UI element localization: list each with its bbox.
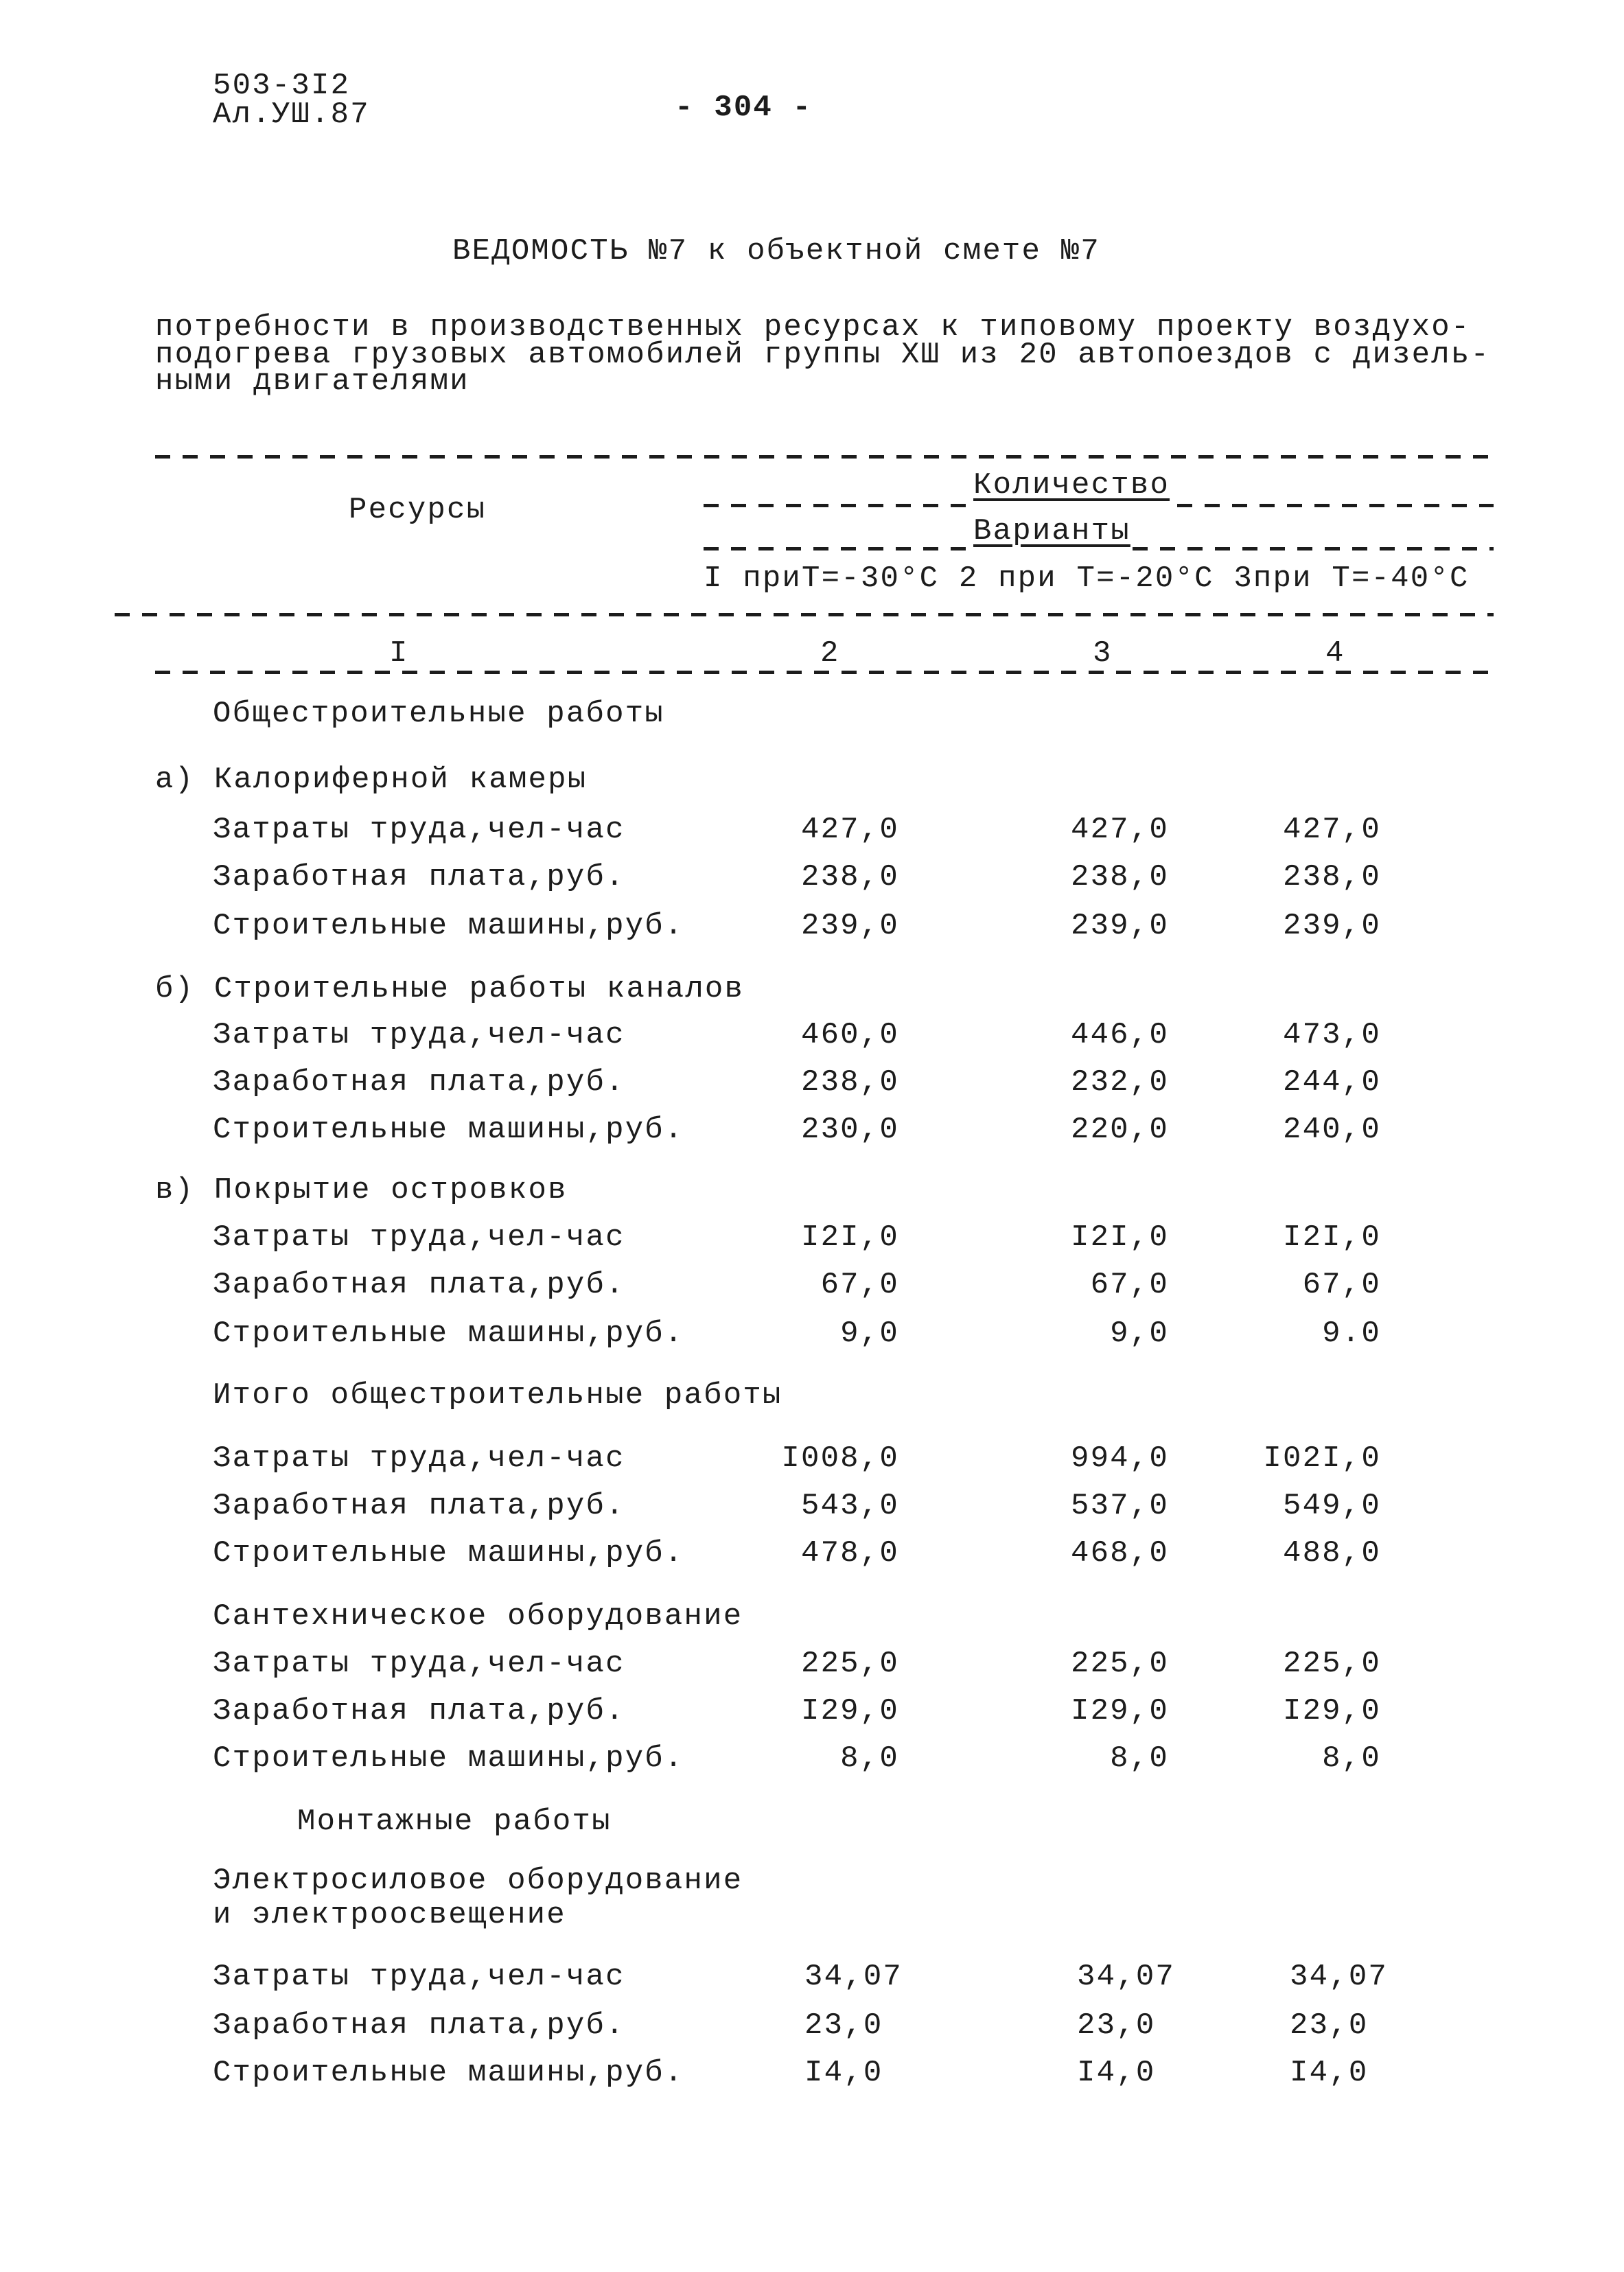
value-variant-2: 446,0 [1070, 1018, 1169, 1052]
table-row [0, 860, 1624, 894]
value-variant-3: 488,0 [1282, 1536, 1381, 1570]
group-title: в) Покрытие островков [155, 1173, 568, 1207]
value-variant-3: I2I,0 [1282, 1220, 1381, 1255]
table-row [0, 1489, 1624, 1523]
section-title: Сантехническое оборудование [213, 1599, 743, 1634]
group-title: и электроосвещение [213, 1898, 566, 1932]
group-title: б) Строительные работы каналов [155, 972, 745, 1006]
section-heading [0, 697, 1624, 731]
value-variant-2: 9,0 [1110, 1317, 1169, 1351]
table-header-quantity: Количество [973, 468, 1170, 502]
value-variant-1: I2I,0 [800, 1220, 899, 1255]
subtitle-line: подогрева грузовых автомобилей группы XШ из 20 автопоездов с дизель- [155, 338, 1491, 372]
value-variant-2: 220,0 [1070, 1113, 1169, 1147]
document-code: 503-3I2 [213, 69, 351, 103]
section-heading [0, 1378, 1624, 1413]
value-variant-2: I4,0 [1077, 2056, 1156, 2090]
value-variant-3: I4,0 [1290, 2056, 1369, 2090]
table-row [0, 1317, 1624, 1351]
table-row [0, 1113, 1624, 1147]
value-variant-2: 232,0 [1070, 1065, 1169, 1100]
value-variant-1: 9,0 [840, 1317, 899, 1351]
table-row [0, 2056, 1624, 2090]
value-variant-3: 549,0 [1282, 1489, 1381, 1523]
table-row [0, 1220, 1624, 1255]
table-row [0, 1441, 1624, 1476]
table-row [0, 1536, 1624, 1570]
row-label: Строительные машины,руб. [213, 1536, 684, 1570]
value-variant-1: 238,0 [800, 860, 899, 894]
value-variant-1: I008,0 [781, 1441, 899, 1476]
value-variant-1: 23,0 [804, 2008, 883, 2043]
dashed-rule [115, 613, 1494, 616]
row-label: Строительные машины,руб. [213, 2056, 684, 2090]
value-variant-1: 225,0 [800, 1647, 899, 1681]
value-variant-3: 9.0 [1322, 1317, 1381, 1351]
value-variant-3: 8,0 [1322, 1741, 1381, 1776]
column-number: I [389, 636, 409, 671]
group-title: Электросиловое оборудование [213, 1864, 743, 1898]
value-variant-2: 239,0 [1070, 909, 1169, 943]
value-variant-2: 34,07 [1077, 1960, 1176, 1994]
row-label: Строительные машины,руб. [213, 1317, 684, 1351]
value-variant-3: 23,0 [1290, 2008, 1369, 2043]
value-variant-3: 239,0 [1282, 909, 1381, 943]
dashed-rule [155, 455, 1494, 459]
table-row [0, 1018, 1624, 1052]
group-heading [0, 1898, 1624, 1932]
value-variant-3: 34,07 [1290, 1960, 1389, 1994]
row-label: Заработная плата,руб. [213, 860, 625, 894]
row-label: Заработная плата,руб. [213, 1694, 625, 1728]
row-label: Заработная плата,руб. [213, 1489, 625, 1523]
row-label: Затраты труда,чел-час [213, 813, 625, 847]
dashed-rule [704, 504, 968, 507]
value-variant-2: I2I,0 [1070, 1220, 1169, 1255]
row-label: Затраты труда,чел-час [213, 1018, 625, 1052]
value-variant-1: I4,0 [804, 2056, 883, 2090]
value-variant-2: I29,0 [1070, 1694, 1169, 1728]
table-row [0, 1694, 1624, 1728]
row-label: Затраты труда,чел-час [213, 1960, 625, 1994]
value-variant-3: 225,0 [1282, 1647, 1381, 1681]
value-variant-3: 244,0 [1282, 1065, 1381, 1100]
value-variant-2: 468,0 [1070, 1536, 1169, 1570]
table-row [0, 1960, 1624, 1994]
value-variant-1: 8,0 [840, 1741, 899, 1776]
value-variant-1: 427,0 [800, 813, 899, 847]
table-row [0, 909, 1624, 943]
value-variant-2: 994,0 [1070, 1441, 1169, 1476]
variants-conditions: I приТ=-30°С 2 при Т=-20°С 3при Т=-40°С [704, 561, 1470, 596]
row-label: Затраты труда,чел-час [213, 1220, 625, 1255]
value-variant-2: 225,0 [1070, 1647, 1169, 1681]
row-label: Заработная плата,руб. [213, 1065, 625, 1100]
value-variant-1: 34,07 [804, 1960, 903, 1994]
row-label: Заработная плата,руб. [213, 1268, 625, 1302]
value-variant-1: 460,0 [800, 1018, 899, 1052]
table-row [0, 1741, 1624, 1776]
value-variant-2: 67,0 [1090, 1268, 1169, 1302]
table-header-variants: Варианты [973, 514, 1130, 548]
subtitle-line: ными двигателями [155, 364, 469, 399]
group-heading [0, 763, 1624, 797]
row-label: Строительные машины,руб. [213, 909, 684, 943]
column-number: 4 [1325, 636, 1345, 671]
column-number: 3 [1093, 636, 1113, 671]
value-variant-3: I29,0 [1282, 1694, 1381, 1728]
value-variant-1: I29,0 [800, 1694, 899, 1728]
section-heading [0, 1805, 1624, 1839]
value-variant-1: 543,0 [800, 1489, 899, 1523]
value-variant-3: 238,0 [1282, 860, 1381, 894]
value-variant-1: 67,0 [820, 1268, 899, 1302]
group-heading [0, 1173, 1624, 1207]
value-variant-1: 478,0 [800, 1536, 899, 1570]
section-title: Монтажные работы [297, 1805, 612, 1839]
value-variant-1: 230,0 [800, 1113, 899, 1147]
value-variant-2: 8,0 [1110, 1741, 1169, 1776]
album-code: Ал.УШ.87 [213, 97, 370, 132]
document-title: ВЕДОМОСТЬ №7 к объектной смете №7 [452, 234, 1100, 268]
table-row [0, 1065, 1624, 1100]
column-number: 2 [820, 636, 840, 671]
row-label: Строительные машины,руб. [213, 1113, 684, 1147]
table-row [0, 2008, 1624, 2043]
section-heading [0, 1599, 1624, 1634]
value-variant-3: 240,0 [1282, 1113, 1381, 1147]
value-variant-3: 427,0 [1282, 813, 1381, 847]
value-variant-2: 23,0 [1077, 2008, 1156, 2043]
section-title: Общестроительные работы [213, 697, 664, 731]
dashed-rule [1177, 504, 1494, 507]
section-title: Итого общестроительные работы [213, 1378, 782, 1413]
value-variant-2: 427,0 [1070, 813, 1169, 847]
table-row [0, 813, 1624, 847]
value-variant-3: 67,0 [1302, 1268, 1381, 1302]
row-label: Затраты труда,чел-час [213, 1441, 625, 1476]
group-heading [0, 972, 1624, 1006]
row-label: Заработная плата,руб. [213, 2008, 625, 2043]
value-variant-2: 238,0 [1070, 860, 1169, 894]
value-variant-1: 239,0 [800, 909, 899, 943]
table-row [0, 1268, 1624, 1302]
value-variant-3: 473,0 [1282, 1018, 1381, 1052]
value-variant-2: 537,0 [1070, 1489, 1169, 1523]
dashed-rule [1133, 547, 1494, 550]
dashed-rule [155, 671, 1494, 674]
page-number: - 304 - [675, 91, 813, 125]
row-label: Строительные машины,руб. [213, 1741, 684, 1776]
value-variant-3: I02I,0 [1263, 1441, 1381, 1476]
group-title: а) Калориферной камеры [155, 763, 588, 797]
group-heading [0, 1864, 1624, 1898]
table-header-resources: Ресурсы [349, 493, 487, 527]
dashed-rule [704, 547, 968, 550]
row-label: Затраты труда,чел-час [213, 1647, 625, 1681]
table-row [0, 1647, 1624, 1681]
subtitle-line: потребности в производственных ресурсах к типовому проекту воздухо- [155, 310, 1471, 345]
value-variant-1: 238,0 [800, 1065, 899, 1100]
